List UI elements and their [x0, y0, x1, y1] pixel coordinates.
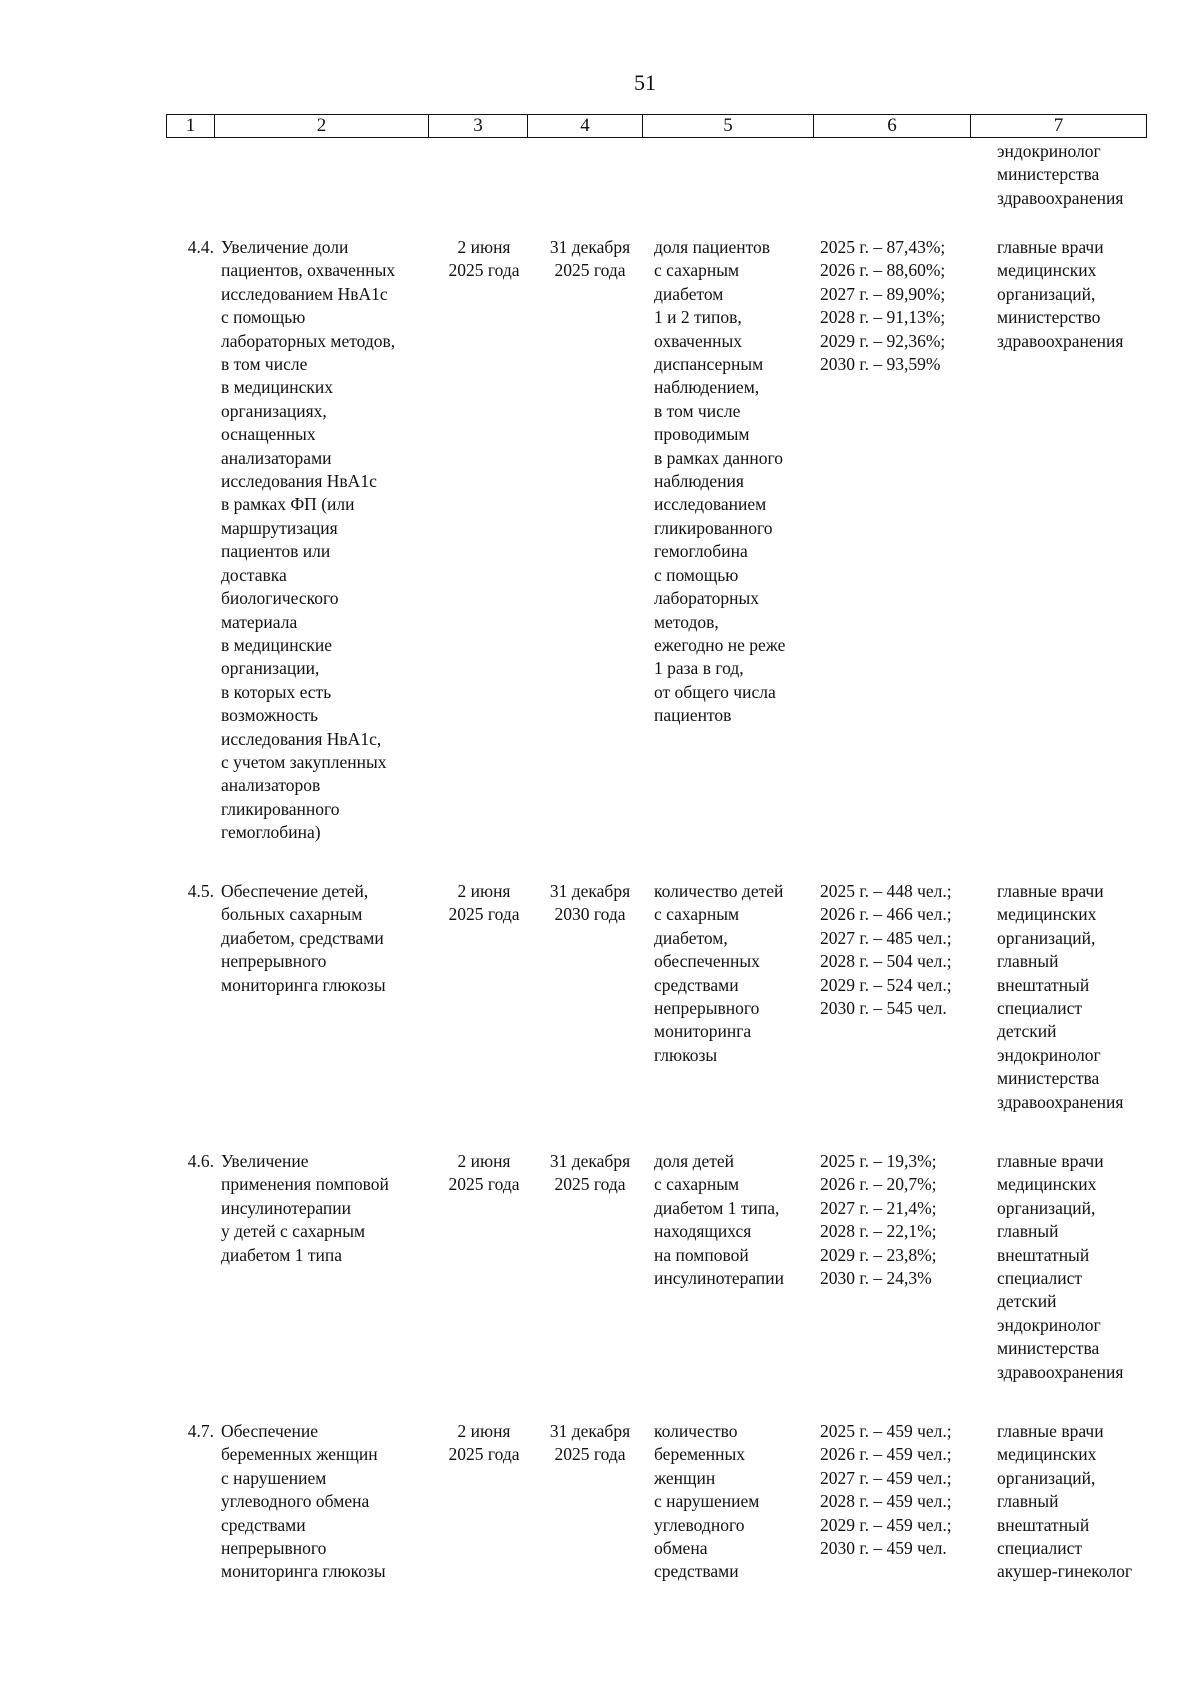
text-line: диабетом 1 типа [221, 1244, 343, 1265]
column-number-header [166, 114, 1147, 138]
responsible-cell [997, 1420, 1167, 1584]
end-date-cell [538, 1420, 642, 1467]
text-line: диспансерным [654, 354, 764, 375]
text-line: охваченных [654, 330, 742, 351]
text-line: находящихся [654, 1221, 752, 1242]
text-line: эндокринолог [997, 141, 1101, 161]
text-line: исследования НвА1с [221, 471, 377, 492]
text-line: диабетом [654, 283, 724, 304]
text-line: акушер-гинеколог [997, 1561, 1133, 1582]
text-line: от общего числа [654, 681, 776, 702]
text-line: непрерывного [654, 998, 760, 1019]
indicator-cell [654, 1150, 814, 1290]
text-line: наблюдением, [654, 377, 760, 398]
text-line: внештатный [997, 974, 1090, 995]
text-line: медицинских [997, 1444, 1097, 1465]
text-line: организаций, [997, 283, 1096, 304]
end-date-cell [538, 1150, 642, 1197]
text-line: 4.4. [187, 237, 214, 257]
end-date-cell [538, 880, 642, 927]
text-line: здравоохранения [997, 187, 1124, 208]
text-line: доля детей [654, 1151, 735, 1171]
indicator-cell [654, 880, 814, 1067]
text-line: углеводного [654, 1514, 745, 1535]
text-line: инсулинотерапии [221, 1197, 352, 1218]
text-line: инсулинотерапии [654, 1268, 785, 1289]
text-line: 2028 г. – 504 чел.; [820, 951, 952, 972]
text-line: средствами [654, 974, 739, 995]
text-line: внештатный [997, 1244, 1090, 1265]
text-line: гемоглобина [654, 541, 748, 562]
text-line: министерство [997, 307, 1101, 328]
responsible-cell [997, 880, 1167, 1114]
activity-cell [221, 1150, 431, 1267]
text-line: беременных женщин [221, 1444, 378, 1465]
text-line: 2029 г. – 92,36%; [820, 330, 946, 351]
text-line: 4.7. [187, 1421, 214, 1441]
text-line: министерства [997, 1338, 1100, 1359]
text-line: 2030 года [554, 904, 626, 925]
text-line: количество [654, 1421, 738, 1441]
text-line: Обеспечение детей, [221, 881, 369, 901]
text-line: средствами [221, 1514, 306, 1535]
text-line: 2025 года [448, 904, 520, 925]
text-line: методов, [654, 611, 719, 632]
text-line: 2025 года [448, 260, 520, 281]
text-line: 2027 г. – 459 чел.; [820, 1467, 952, 1488]
text-line: 2027 г. – 21,4%; [820, 1197, 937, 1218]
text-line: главные врачи [997, 1151, 1104, 1171]
text-line: возможность [221, 705, 318, 726]
text-line: 2 июня [457, 237, 511, 257]
text-line: организации, [221, 658, 320, 679]
text-line: оснащенных [221, 424, 316, 445]
text-line: 31 декабря [549, 881, 631, 901]
text-line: 2026 г. – 459 чел.; [820, 1444, 952, 1465]
text-line: доставка [221, 564, 287, 585]
text-line: главный [997, 1221, 1059, 1242]
text-line: с помощью [654, 564, 739, 585]
target-values-cell [820, 880, 990, 1020]
text-line: 2 июня [457, 881, 511, 901]
text-line: количество детей [654, 881, 784, 901]
text-line: 2025 года [448, 1444, 520, 1465]
text-line: беременных [654, 1444, 746, 1465]
text-line: анализаторов [221, 775, 321, 796]
text-line: специалист [997, 1538, 1083, 1559]
text-line: детский [997, 1021, 1057, 1042]
text-line: 2028 г. – 91,13%; [820, 307, 946, 328]
text-line: в которых есть [221, 681, 332, 702]
text-line: главный [997, 1491, 1059, 1512]
responsible-cell [997, 1150, 1167, 1384]
text-line: доля пациентов [654, 237, 771, 257]
text-line: с сахарным [654, 904, 740, 925]
text-line: 2 июня [457, 1151, 511, 1171]
text-line: мониторинга глюкозы [221, 974, 386, 995]
text-line: непрерывного [221, 1538, 327, 1559]
text-line: проводимым [654, 424, 750, 445]
text-line: глюкозы [654, 1044, 718, 1065]
text-line: в том числе [221, 354, 308, 375]
text-line: 2027 г. – 89,90%; [820, 283, 946, 304]
text-line: эндокринолог [997, 1314, 1101, 1335]
text-line: 4.5. [187, 881, 214, 901]
text-line: Обеспечение [221, 1421, 319, 1441]
text-line: 2028 г. – 22,1%; [820, 1221, 937, 1242]
header-col-4: 4 [528, 115, 643, 138]
row-number [170, 1150, 214, 1173]
start-date-cell [434, 1420, 534, 1467]
text-line: пациентов, охваченных [221, 260, 396, 281]
text-line: 2029 г. – 524 чел.; [820, 974, 952, 995]
text-line: 2029 г. – 459 чел.; [820, 1514, 952, 1535]
text-line: 2025 г. – 87,43%; [820, 237, 946, 257]
text-line: 2026 г. – 466 чел.; [820, 904, 952, 925]
row-number [170, 1420, 214, 1443]
text-line: с нарушением [221, 1467, 327, 1488]
indicator-cell [654, 236, 814, 728]
text-line: пациентов или [221, 541, 331, 562]
header-col-1: 1 [167, 115, 215, 138]
text-line: в рамках ФП (или [221, 494, 355, 515]
text-line: с нарушением [654, 1491, 760, 1512]
text-line: министерства [997, 1068, 1100, 1089]
text-line: мониторинга глюкозы [221, 1561, 386, 1582]
text-line: специалист [997, 1268, 1083, 1289]
header-col-3: 3 [429, 115, 528, 138]
text-line: организаций, [997, 1467, 1096, 1488]
text-line: с учетом закупленных [221, 751, 387, 772]
text-line: мониторинга [654, 1021, 752, 1042]
text-line: лабораторных [654, 588, 760, 609]
text-line: 2029 г. – 23,8%; [820, 1244, 937, 1265]
text-line: здравоохранения [997, 330, 1124, 351]
activity-cell [221, 236, 431, 845]
text-line: министерства [997, 164, 1100, 185]
start-date-cell [434, 880, 534, 927]
continued-responsible-cell [997, 140, 1123, 210]
text-line: главный [997, 951, 1059, 972]
text-line: 2030 г. – 24,3% [820, 1268, 932, 1289]
text-line: 2026 г. – 20,7%; [820, 1174, 937, 1195]
text-line: организаций, [997, 1197, 1096, 1218]
text-line: 2030 г. – 545 чел. [820, 998, 947, 1019]
text-line: 2030 г. – 93,59% [820, 354, 941, 375]
text-line: главные врачи [997, 237, 1104, 257]
text-line: пациентов [654, 705, 732, 726]
text-line: исследованием [654, 494, 767, 515]
text-line: детский [997, 1291, 1057, 1312]
target-values-cell [820, 1150, 990, 1290]
text-line: 31 декабря [549, 1421, 631, 1441]
text-line: ежегодно не реже [654, 634, 786, 655]
indicator-cell [654, 1420, 814, 1584]
text-line: в том числе [654, 400, 741, 421]
text-line: гемоглобина) [221, 822, 321, 843]
text-line: медицинских [997, 260, 1097, 281]
text-line: у детей с сахарным [221, 1221, 366, 1242]
text-line: в медицинские [221, 634, 333, 655]
target-values-cell [820, 236, 990, 376]
header-col-2: 2 [215, 115, 429, 138]
text-line: специалист [997, 998, 1083, 1019]
text-line: диабетом, средствами [221, 927, 384, 948]
text-line: организациях, [221, 400, 327, 421]
text-line: 2027 г. – 485 чел.; [820, 927, 952, 948]
text-line: 2025 г. – 448 чел.; [820, 881, 952, 901]
text-line: женщин [654, 1467, 716, 1488]
text-line: на помповой [654, 1244, 749, 1265]
text-line: медицинских [997, 1174, 1097, 1195]
text-line: исследования НвА1с, [221, 728, 382, 749]
text-line: в рамках данного [654, 447, 784, 468]
header-col-6: 6 [814, 115, 971, 138]
responsible-cell [997, 236, 1167, 353]
text-line: исследованием НвА1с [221, 283, 388, 304]
text-line: гликированного [221, 798, 340, 819]
text-line: 1 раза в год, [654, 658, 744, 679]
header-col-5: 5 [643, 115, 814, 138]
text-line: 2025 г. – 19,3%; [820, 1151, 937, 1171]
text-line: 2 июня [457, 1421, 511, 1441]
text-line: медицинских [997, 904, 1097, 925]
text-line: в медицинских [221, 377, 333, 398]
text-line: 2026 г. – 88,60%; [820, 260, 946, 281]
text-line: маршрутизация [221, 517, 338, 538]
start-date-cell [434, 236, 534, 283]
text-line: 2025 года [554, 1444, 626, 1465]
text-line: с сахарным [654, 260, 740, 281]
text-line: 1 и 2 типов, [654, 307, 742, 328]
text-line: 31 декабря [549, 237, 631, 257]
text-line: 31 декабря [549, 1151, 631, 1171]
text-line: внештатный [997, 1514, 1090, 1535]
activity-cell [221, 1420, 431, 1584]
text-line: Увеличение [221, 1151, 309, 1171]
text-line: биологического [221, 588, 339, 609]
text-line: с сахарным [654, 1174, 740, 1195]
text-line: здравоохранения [997, 1091, 1124, 1112]
text-line: главные врачи [997, 881, 1104, 901]
text-line: 2025 года [554, 1174, 626, 1195]
activity-cell [221, 880, 431, 997]
page-number: 51 [634, 70, 656, 95]
text-line: применения помповой [221, 1174, 389, 1195]
start-date-cell [434, 1150, 534, 1197]
text-line: Увеличение доли [221, 237, 349, 257]
text-line: здравоохранения [997, 1361, 1124, 1382]
text-line: диабетом 1 типа, [654, 1197, 780, 1218]
text-line: непрерывного [221, 951, 327, 972]
text-line: больных сахарным [221, 904, 363, 925]
text-line: 4.6. [187, 1151, 214, 1171]
target-values-cell [820, 1420, 990, 1560]
header-col-7: 7 [971, 115, 1147, 138]
text-line: 2030 г. – 459 чел. [820, 1538, 947, 1559]
text-line: анализаторами [221, 447, 332, 468]
row-number [170, 880, 214, 903]
text-line: гликированного [654, 517, 773, 538]
text-line: обмена [654, 1538, 708, 1559]
text-line: диабетом, [654, 927, 728, 948]
text-line: 2025 года [448, 1174, 520, 1195]
text-line: организаций, [997, 927, 1096, 948]
text-line: 2028 г. – 459 чел.; [820, 1491, 952, 1512]
text-line: материала [221, 611, 298, 632]
row-number [170, 236, 214, 259]
text-line: главные врачи [997, 1421, 1104, 1441]
text-line: лабораторных методов, [221, 330, 396, 351]
text-line: с помощью [221, 307, 306, 328]
text-line: наблюдения [654, 471, 744, 492]
text-line: углеводного обмена [221, 1491, 370, 1512]
end-date-cell [538, 236, 642, 283]
text-line: средствами [654, 1561, 739, 1582]
text-line: 2025 г. – 459 чел.; [820, 1421, 952, 1441]
text-line: обеспеченных [654, 951, 760, 972]
text-line: эндокринолог [997, 1044, 1101, 1065]
text-line: 2025 года [554, 260, 626, 281]
